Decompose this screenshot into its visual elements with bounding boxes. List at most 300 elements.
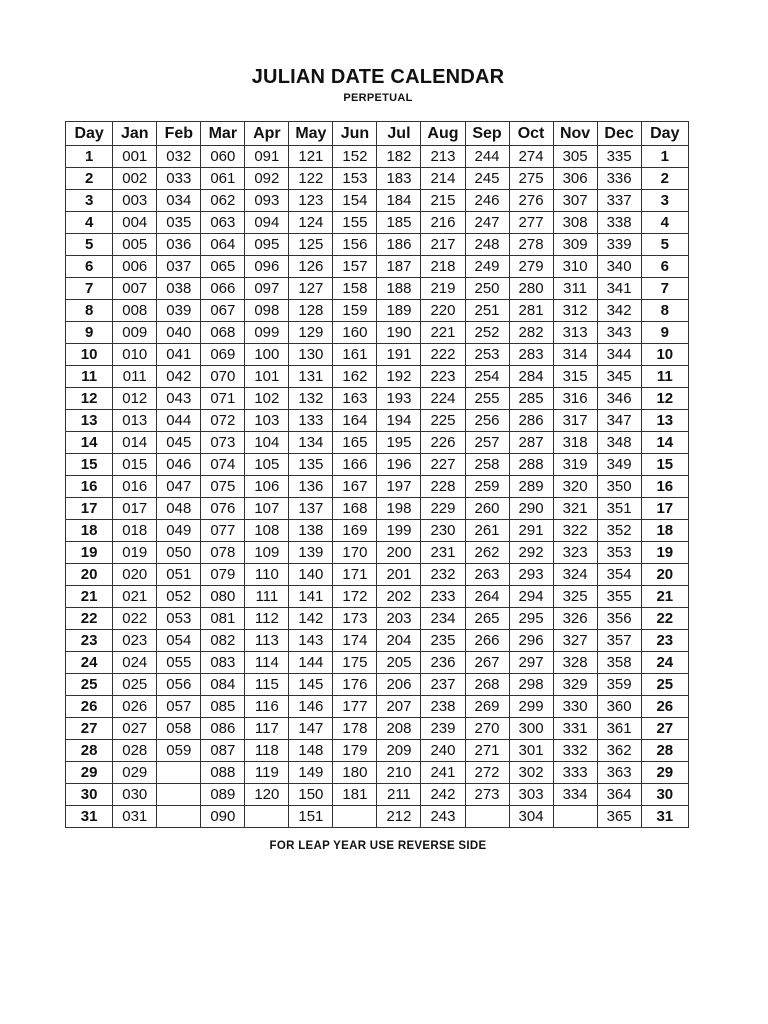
julian-date-cell: 266 (465, 630, 509, 652)
julian-date-cell: 159 (333, 300, 377, 322)
julian-date-cell: 327 (553, 630, 597, 652)
julian-date-cell: 337 (597, 190, 641, 212)
julian-date-cell: 096 (245, 256, 289, 278)
julian-date-cell: 129 (289, 322, 333, 344)
julian-date-cell: 215 (421, 190, 465, 212)
day-number-cell: 24 (641, 652, 688, 674)
julian-date-cell: 115 (245, 674, 289, 696)
column-header: Day (641, 122, 688, 146)
julian-date-cell: 135 (289, 454, 333, 476)
day-number-cell: 16 (641, 476, 688, 498)
julian-date-cell: 026 (113, 696, 157, 718)
julian-date-cell: 173 (333, 608, 377, 630)
julian-date-cell: 093 (245, 190, 289, 212)
table-row (66, 608, 689, 630)
julian-date-cell: 140 (289, 564, 333, 586)
julian-date-cell: 002 (113, 168, 157, 190)
julian-date-cell: 246 (465, 190, 509, 212)
julian-date-cell: 033 (157, 168, 201, 190)
julian-date-cell: 274 (509, 146, 553, 168)
julian-date-cell: 044 (157, 410, 201, 432)
julian-date-cell: 003 (113, 190, 157, 212)
julian-date-cell: 309 (553, 234, 597, 256)
julian-date-cell: 250 (465, 278, 509, 300)
julian-date-cell: 007 (113, 278, 157, 300)
day-number-cell: 19 (66, 542, 113, 564)
julian-date-cell: 161 (333, 344, 377, 366)
table-row (66, 366, 689, 388)
julian-date-cell: 071 (201, 388, 245, 410)
julian-date-cell: 137 (289, 498, 333, 520)
day-number-cell: 12 (66, 388, 113, 410)
julian-date-cell: 364 (597, 784, 641, 806)
table-row (66, 432, 689, 454)
day-number-cell: 31 (66, 806, 113, 828)
julian-date-cell: 194 (377, 410, 421, 432)
julian-date-cell: 292 (509, 542, 553, 564)
julian-date-cell: 224 (421, 388, 465, 410)
day-number-cell: 28 (66, 740, 113, 762)
julian-date-cell (157, 784, 201, 806)
julian-date-cell: 247 (465, 212, 509, 234)
julian-date-cell: 086 (201, 718, 245, 740)
julian-date-cell: 207 (377, 696, 421, 718)
column-header: Aug (421, 122, 465, 146)
julian-date-cell: 336 (597, 168, 641, 190)
julian-date-cell: 127 (289, 278, 333, 300)
julian-date-cell: 114 (245, 652, 289, 674)
column-header: Feb (157, 122, 201, 146)
julian-date-cell: 039 (157, 300, 201, 322)
julian-date-cell: 328 (553, 652, 597, 674)
julian-date-cell: 264 (465, 586, 509, 608)
julian-date-cell: 061 (201, 168, 245, 190)
julian-date-cell: 054 (157, 630, 201, 652)
julian-date-cell: 225 (421, 410, 465, 432)
julian-date-table (65, 121, 689, 828)
table-row (66, 146, 689, 168)
julian-date-cell: 085 (201, 696, 245, 718)
table-row (66, 542, 689, 564)
julian-date-cell: 303 (509, 784, 553, 806)
julian-date-cell: 231 (421, 542, 465, 564)
julian-date-cell: 239 (421, 718, 465, 740)
table-row (66, 278, 689, 300)
julian-date-cell: 315 (553, 366, 597, 388)
column-header: Apr (245, 122, 289, 146)
julian-date-cell: 360 (597, 696, 641, 718)
julian-date-cell: 313 (553, 322, 597, 344)
julian-date-cell: 070 (201, 366, 245, 388)
julian-date-cell: 030 (113, 784, 157, 806)
julian-date-cell: 119 (245, 762, 289, 784)
julian-date-cell: 263 (465, 564, 509, 586)
julian-date-cell: 316 (553, 388, 597, 410)
julian-date-cell: 059 (157, 740, 201, 762)
julian-date-cell: 101 (245, 366, 289, 388)
julian-date-cell: 179 (333, 740, 377, 762)
day-number-cell: 28 (641, 740, 688, 762)
julian-date-cell: 301 (509, 740, 553, 762)
julian-date-cell: 210 (377, 762, 421, 784)
julian-date-cell: 116 (245, 696, 289, 718)
table-row (66, 696, 689, 718)
table-row (66, 344, 689, 366)
julian-date-cell: 018 (113, 520, 157, 542)
julian-date-cell: 130 (289, 344, 333, 366)
column-header: Jun (333, 122, 377, 146)
julian-date-cell: 287 (509, 432, 553, 454)
julian-date-cell: 148 (289, 740, 333, 762)
julian-date-cell: 358 (597, 652, 641, 674)
julian-date-cell: 191 (377, 344, 421, 366)
julian-date-cell: 055 (157, 652, 201, 674)
julian-date-cell: 299 (509, 696, 553, 718)
day-number-cell: 21 (641, 586, 688, 608)
julian-date-cell: 257 (465, 432, 509, 454)
julian-date-cell: 043 (157, 388, 201, 410)
julian-date-cell: 330 (553, 696, 597, 718)
julian-date-cell: 217 (421, 234, 465, 256)
julian-date-cell: 034 (157, 190, 201, 212)
julian-date-cell: 298 (509, 674, 553, 696)
julian-date-cell: 314 (553, 344, 597, 366)
julian-date-cell: 162 (333, 366, 377, 388)
julian-date-cell: 252 (465, 322, 509, 344)
julian-date-cell: 141 (289, 586, 333, 608)
julian-date-cell: 145 (289, 674, 333, 696)
day-number-cell: 2 (66, 168, 113, 190)
julian-date-cell: 307 (553, 190, 597, 212)
julian-date-cell: 338 (597, 212, 641, 234)
julian-date-cell: 211 (377, 784, 421, 806)
julian-date-cell: 182 (377, 146, 421, 168)
julian-date-cell: 339 (597, 234, 641, 256)
julian-date-cell: 265 (465, 608, 509, 630)
julian-date-cell: 202 (377, 586, 421, 608)
julian-date-cell: 311 (553, 278, 597, 300)
julian-date-cell: 243 (421, 806, 465, 828)
julian-date-cell: 058 (157, 718, 201, 740)
julian-date-cell: 189 (377, 300, 421, 322)
julian-date-cell: 094 (245, 212, 289, 234)
julian-date-cell: 218 (421, 256, 465, 278)
julian-date-cell: 144 (289, 652, 333, 674)
julian-date-cell: 251 (465, 300, 509, 322)
julian-date-cell: 139 (289, 542, 333, 564)
julian-date-cell: 176 (333, 674, 377, 696)
julian-date-cell: 151 (289, 806, 333, 828)
table-row (66, 168, 689, 190)
julian-date-cell: 065 (201, 256, 245, 278)
julian-date-cell: 294 (509, 586, 553, 608)
julian-date-cell: 206 (377, 674, 421, 696)
julian-date-cell: 324 (553, 564, 597, 586)
julian-date-cell: 340 (597, 256, 641, 278)
julian-date-cell: 262 (465, 542, 509, 564)
day-number-cell: 20 (641, 564, 688, 586)
julian-date-cell: 171 (333, 564, 377, 586)
table-body (66, 146, 689, 828)
julian-date-cell: 077 (201, 520, 245, 542)
julian-date-cell: 310 (553, 256, 597, 278)
julian-date-cell: 152 (333, 146, 377, 168)
julian-date-cell: 320 (553, 476, 597, 498)
julian-date-cell: 234 (421, 608, 465, 630)
julian-date-cell: 083 (201, 652, 245, 674)
julian-date-cell: 042 (157, 366, 201, 388)
day-number-cell: 10 (641, 344, 688, 366)
day-number-cell: 13 (641, 410, 688, 432)
julian-date-cell: 355 (597, 586, 641, 608)
julian-date-cell: 123 (289, 190, 333, 212)
table-header-row (66, 122, 689, 146)
julian-date-cell: 186 (377, 234, 421, 256)
julian-date-cell: 109 (245, 542, 289, 564)
julian-date-cell: 270 (465, 718, 509, 740)
julian-date-cell: 256 (465, 410, 509, 432)
day-number-cell: 30 (66, 784, 113, 806)
julian-date-cell (333, 806, 377, 828)
day-number-cell: 14 (641, 432, 688, 454)
julian-date-cell: 236 (421, 652, 465, 674)
table-row (66, 762, 689, 784)
julian-date-cell: 285 (509, 388, 553, 410)
julian-date-cell: 345 (597, 366, 641, 388)
julian-date-cell: 319 (553, 454, 597, 476)
julian-date-cell: 275 (509, 168, 553, 190)
julian-date-cell: 122 (289, 168, 333, 190)
julian-date-cell: 041 (157, 344, 201, 366)
julian-date-cell: 349 (597, 454, 641, 476)
table-row (66, 410, 689, 432)
julian-date-cell: 091 (245, 146, 289, 168)
day-number-cell: 24 (66, 652, 113, 674)
day-number-cell: 27 (66, 718, 113, 740)
day-number-cell: 17 (66, 498, 113, 520)
day-number-cell: 7 (641, 278, 688, 300)
julian-date-cell: 312 (553, 300, 597, 322)
julian-date-cell: 008 (113, 300, 157, 322)
julian-date-cell: 290 (509, 498, 553, 520)
julian-date-cell: 220 (421, 300, 465, 322)
julian-date-cell: 021 (113, 586, 157, 608)
julian-date-cell (465, 806, 509, 828)
julian-date-cell: 216 (421, 212, 465, 234)
julian-date-cell: 279 (509, 256, 553, 278)
julian-date-cell: 102 (245, 388, 289, 410)
julian-date-cell: 289 (509, 476, 553, 498)
julian-date-cell: 183 (377, 168, 421, 190)
julian-date-cell: 344 (597, 344, 641, 366)
julian-date-cell: 001 (113, 146, 157, 168)
julian-date-cell: 232 (421, 564, 465, 586)
julian-date-cell: 075 (201, 476, 245, 498)
julian-date-cell: 170 (333, 542, 377, 564)
julian-date-cell: 291 (509, 520, 553, 542)
day-number-cell: 25 (641, 674, 688, 696)
julian-date-cell: 326 (553, 608, 597, 630)
day-number-cell: 8 (66, 300, 113, 322)
julian-date-cell: 016 (113, 476, 157, 498)
julian-date-cell: 153 (333, 168, 377, 190)
table-row (66, 498, 689, 520)
julian-date-cell: 212 (377, 806, 421, 828)
julian-date-cell: 238 (421, 696, 465, 718)
julian-date-cell: 066 (201, 278, 245, 300)
table-row (66, 190, 689, 212)
julian-date-cell: 081 (201, 608, 245, 630)
julian-date-cell: 067 (201, 300, 245, 322)
day-number-cell: 17 (641, 498, 688, 520)
julian-date-cell: 164 (333, 410, 377, 432)
julian-date-cell: 351 (597, 498, 641, 520)
julian-date-cell: 293 (509, 564, 553, 586)
julian-date-cell: 353 (597, 542, 641, 564)
julian-date-cell: 031 (113, 806, 157, 828)
julian-date-cell: 188 (377, 278, 421, 300)
table-row (66, 806, 689, 828)
julian-date-cell (157, 762, 201, 784)
julian-date-cell: 205 (377, 652, 421, 674)
julian-date-cell: 012 (113, 388, 157, 410)
julian-date-cell: 268 (465, 674, 509, 696)
julian-date-cell: 172 (333, 586, 377, 608)
julian-date-cell: 168 (333, 498, 377, 520)
julian-date-cell: 348 (597, 432, 641, 454)
julian-date-cell: 333 (553, 762, 597, 784)
julian-date-cell: 024 (113, 652, 157, 674)
julian-date-cell: 185 (377, 212, 421, 234)
julian-date-cell: 288 (509, 454, 553, 476)
julian-date-cell: 193 (377, 388, 421, 410)
julian-date-cell: 013 (113, 410, 157, 432)
day-number-cell: 11 (66, 366, 113, 388)
julian-date-cell: 271 (465, 740, 509, 762)
julian-date-cell: 120 (245, 784, 289, 806)
day-number-cell: 20 (66, 564, 113, 586)
column-header: Nov (553, 122, 597, 146)
julian-date-cell: 342 (597, 300, 641, 322)
day-number-cell: 1 (66, 146, 113, 168)
julian-date-cell: 022 (113, 608, 157, 630)
julian-date-cell: 098 (245, 300, 289, 322)
julian-date-cell: 029 (113, 762, 157, 784)
julian-date-cell: 025 (113, 674, 157, 696)
julian-date-cell: 142 (289, 608, 333, 630)
julian-date-cell: 260 (465, 498, 509, 520)
julian-date-cell: 332 (553, 740, 597, 762)
julian-date-cell: 004 (113, 212, 157, 234)
julian-date-cell: 005 (113, 234, 157, 256)
table-row (66, 652, 689, 674)
page-subtitle: PERPETUAL (343, 92, 413, 104)
julian-date-cell: 104 (245, 432, 289, 454)
julian-date-cell: 317 (553, 410, 597, 432)
table-row (66, 564, 689, 586)
day-number-cell: 15 (641, 454, 688, 476)
day-number-cell: 3 (66, 190, 113, 212)
julian-date-cell: 300 (509, 718, 553, 740)
julian-date-cell: 147 (289, 718, 333, 740)
day-number-cell: 29 (66, 762, 113, 784)
julian-date-cell: 040 (157, 322, 201, 344)
table-row (66, 784, 689, 806)
julian-date-cell: 254 (465, 366, 509, 388)
julian-date-cell: 221 (421, 322, 465, 344)
column-header: Oct (509, 122, 553, 146)
julian-date-cell: 009 (113, 322, 157, 344)
julian-date-cell: 196 (377, 454, 421, 476)
day-number-cell: 4 (66, 212, 113, 234)
julian-date-cell: 273 (465, 784, 509, 806)
julian-date-cell: 125 (289, 234, 333, 256)
day-number-cell: 15 (66, 454, 113, 476)
julian-date-cell: 052 (157, 586, 201, 608)
julian-date-cell: 318 (553, 432, 597, 454)
julian-date-cell: 053 (157, 608, 201, 630)
julian-date-cell: 280 (509, 278, 553, 300)
julian-date-cell: 325 (553, 586, 597, 608)
julian-date-cell: 261 (465, 520, 509, 542)
day-number-cell: 3 (641, 190, 688, 212)
julian-date-cell: 063 (201, 212, 245, 234)
julian-date-cell: 134 (289, 432, 333, 454)
julian-date-cell: 103 (245, 410, 289, 432)
julian-date-cell: 105 (245, 454, 289, 476)
julian-date-cell: 178 (333, 718, 377, 740)
julian-date-cell: 308 (553, 212, 597, 234)
julian-date-cell: 072 (201, 410, 245, 432)
table-row (66, 234, 689, 256)
table-row (66, 256, 689, 278)
day-number-cell: 6 (641, 256, 688, 278)
julian-date-cell: 062 (201, 190, 245, 212)
day-number-cell: 29 (641, 762, 688, 784)
julian-date-cell: 321 (553, 498, 597, 520)
julian-date-cell: 124 (289, 212, 333, 234)
julian-date-cell: 160 (333, 322, 377, 344)
julian-date-cell: 180 (333, 762, 377, 784)
julian-date-cell: 284 (509, 366, 553, 388)
julian-date-cell: 361 (597, 718, 641, 740)
julian-date-cell: 048 (157, 498, 201, 520)
julian-date-cell: 076 (201, 498, 245, 520)
julian-date-cell: 138 (289, 520, 333, 542)
julian-date-cell: 079 (201, 564, 245, 586)
day-number-cell: 6 (66, 256, 113, 278)
julian-date-cell: 014 (113, 432, 157, 454)
julian-date-cell: 051 (157, 564, 201, 586)
day-number-cell: 1 (641, 146, 688, 168)
day-number-cell: 5 (66, 234, 113, 256)
day-number-cell: 12 (641, 388, 688, 410)
julian-date-cell: 272 (465, 762, 509, 784)
julian-date-cell: 223 (421, 366, 465, 388)
julian-date-cell: 335 (597, 146, 641, 168)
julian-date-cell: 240 (421, 740, 465, 762)
julian-date-cell: 276 (509, 190, 553, 212)
julian-date-cell: 362 (597, 740, 641, 762)
julian-date-cell: 019 (113, 542, 157, 564)
julian-date-cell: 064 (201, 234, 245, 256)
julian-date-cell: 363 (597, 762, 641, 784)
julian-date-cell: 269 (465, 696, 509, 718)
day-number-cell: 10 (66, 344, 113, 366)
julian-date-cell: 227 (421, 454, 465, 476)
julian-date-cell: 143 (289, 630, 333, 652)
julian-date-cell: 038 (157, 278, 201, 300)
